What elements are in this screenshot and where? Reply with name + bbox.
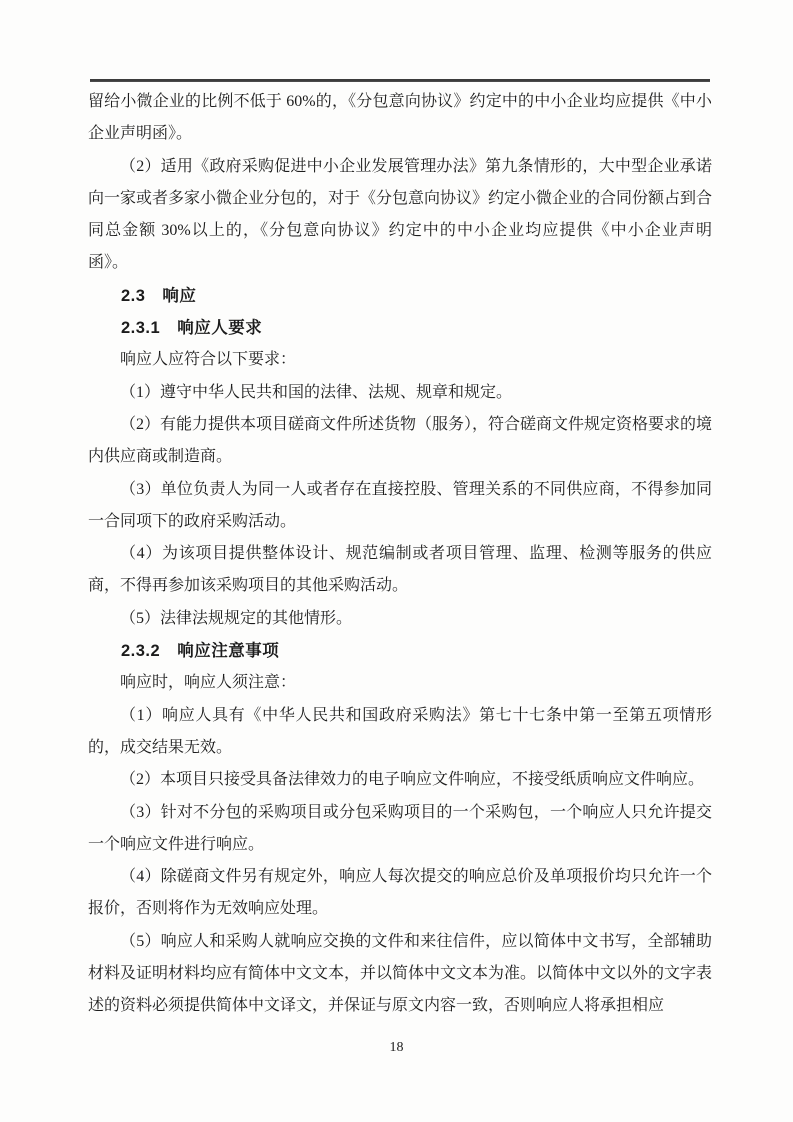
body-paragraph: （5）法律法规规定的其他情形。 [120,609,353,627]
body-paragraph: （2）适用《政府采购促进中小企业发展管理办法》第九条情形的，大中型企业承诺向一家或者多家小微企业分包的，对于《分包意向协议》约定小微企业的合同份额占到合同总金额 30%以上的，《分包意向协议》约定中的中小企业均应提供《中小企业声明函》。 [88,157,713,272]
document-body [88,86,712,1023]
body-paragraph: 响应人应符合以下要求： [120,351,297,369]
page-number: 18 [389,1040,404,1055]
body-paragraph: （4）除磋商文件另有规定外，响应人每次提交的响应总价及单项报价均只允许一个报价，否则将作为无效响应处理。 [88,868,712,918]
body-paragraph: （2）本项目只接受具备法律效力的电子响应文件响应，不接受纸质响应文件响应。 [120,771,705,789]
body-paragraph: （1）遵守中华人民共和国的法律、法规、规章和规定。 [120,383,513,401]
section-heading: 2.3.2 响应注意事项 [121,642,280,661]
body-paragraph: （5）响应人和采购人就响应交换的文件和来往信件，应以简体中文书写，全部辅助材料及证明材料均应有简体中文文本，并以简体中文文本为准。以简体中文以外的文字表述的资料必须提供简体中文译文，并保证与原文内容一致，否则响应人将承担相应 [88,932,713,1015]
body-paragraph: 响应时，响应人须注意： [120,674,297,692]
body-paragraph: （1）响应人具有《中华人民共和国政府采购法》第七十七条中第一至第五项情形的，成交结果无效。 [88,706,712,756]
body-paragraph: （4）为该项目提供整体设计、规范编制或者项目管理、监理、检测等服务的供应商，不得再参加该采购项目的其他采购活动。 [88,545,712,595]
section-heading: 2.3 响应 [121,286,197,305]
body-paragraph: 留给小微企业的比例不低于 60%的，《分包意向协议》约定中的中小企业均应提供《中小企业声明函》。 [88,93,712,143]
body-paragraph: （2）有能力提供本项目磋商文件所述货物（服务），符合磋商文件规定资格要求的境内供应商或制造商。 [88,415,713,466]
header-rule [90,79,710,82]
body-paragraph: （3）针对不分包的采购项目或分包采购项目的一个采购包，一个响应人只允许提交一个响应文件进行响应。 [88,803,712,853]
body-paragraph: （3）单位负责人为同一人或者存在直接控股、管理关系的不同供应商，不得参加同一合同项下的政府采购活动。 [88,480,712,530]
section-heading: 2.3.1 响应人要求 [121,319,263,338]
